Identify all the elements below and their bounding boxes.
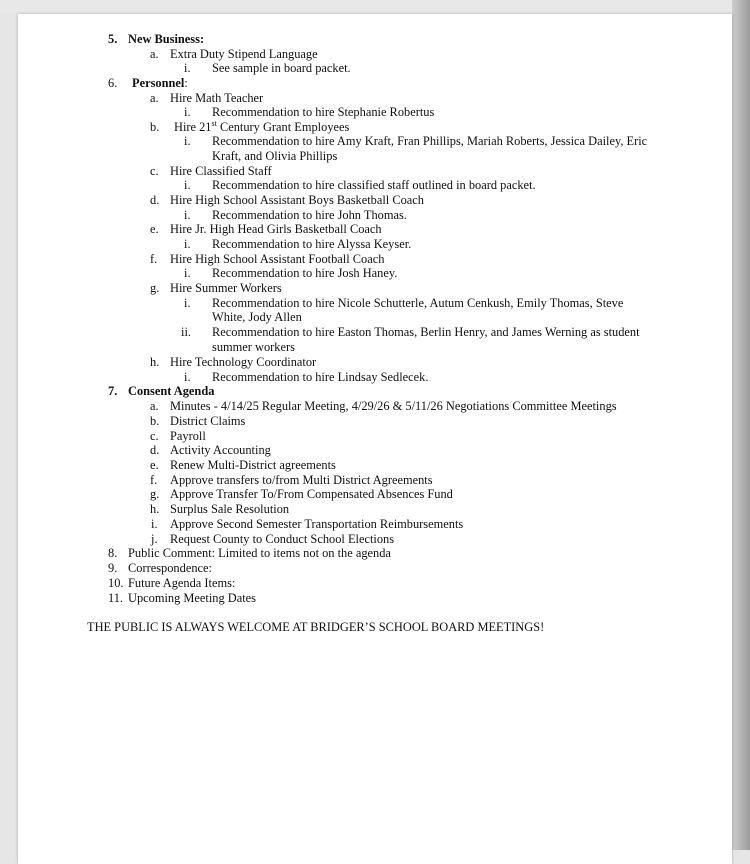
consent-item-letter: g. <box>150 487 160 501</box>
consent-item-text: Approve Second Semester Transportation Reimbursements <box>170 517 464 531</box>
item-text: Hire Classified Staff <box>170 164 272 178</box>
item-text: Hire Math Teacher <box>170 91 264 105</box>
item-letter: e. <box>150 222 159 236</box>
section-10-text: Future Agenda Items: <box>128 576 236 590</box>
subitem-numeral: i. <box>184 296 191 310</box>
subitem-text: Recommendation to hire Amy Kraft, Fran Phillips, Mariah Roberts, Jessica Dailey, Eric <box>212 134 648 148</box>
item-text: Hire Summer Workers <box>170 281 282 295</box>
subitem-numeral: i. <box>184 208 191 222</box>
item-text: Hire High School Assistant Boys Basketball Coach <box>170 193 424 207</box>
section-11-number: 11. <box>108 591 124 605</box>
subitem-text-continued: White, Jody Allen <box>212 310 302 324</box>
section-8-number: 8. <box>108 546 118 560</box>
item-letter: a. <box>150 91 159 105</box>
section-8-text: Public Comment: Limited to items not on the agenda <box>128 546 391 560</box>
section-5-number: 5. <box>108 32 118 46</box>
section-10-number: 10. <box>108 576 124 590</box>
consent-item-letter: c. <box>150 429 159 443</box>
consent-item-letter: a. <box>150 399 159 413</box>
subitem-numeral: i. <box>184 61 191 75</box>
consent-item-text: Surplus Sale Resolution <box>170 502 290 516</box>
section-9-number: 9. <box>108 561 118 575</box>
subitem-text: Recommendation to hire classified staff outlined in board packet. <box>212 178 536 192</box>
consent-item-letter: i. <box>151 517 158 531</box>
item-letter: d. <box>150 193 160 207</box>
consent-item-text: Request County to Conduct School Elections <box>170 532 395 546</box>
subitem-numeral: ii. <box>181 325 191 339</box>
item-text: Hire Technology Coordinator <box>170 355 317 369</box>
item-letter: f. <box>150 252 158 266</box>
subitem-numeral: i. <box>184 370 191 384</box>
subitem-numeral: i. <box>184 105 191 119</box>
subitem-text: Recommendation to hire Nicole Schutterle, Autum Cenkush, Emily Thomas, Steve <box>212 296 624 310</box>
background <box>0 0 750 14</box>
consent-item-text: Activity Accounting <box>170 443 271 457</box>
consent-item-text: Renew Multi-District agreements <box>170 458 336 472</box>
consent-item-letter: h. <box>150 502 160 516</box>
item-letter: g. <box>150 281 160 295</box>
subitem-numeral: i. <box>184 237 191 251</box>
section-6-number: 6. <box>108 76 118 90</box>
subitem-numeral: i. <box>184 178 191 192</box>
subitem-text-continued: summer workers <box>212 340 295 354</box>
subitem-text: Recommendation to hire Stephanie Robertus <box>212 105 435 119</box>
item-text: Hire High School Assistant Football Coach <box>170 252 385 266</box>
item-text: Hire 21st Century Grant Employees <box>174 118 350 134</box>
item-letter: b. <box>150 120 160 134</box>
subitem-text-continued: Kraft, and Olivia Phillips <box>212 149 338 163</box>
consent-item-text: Approve transfers to/from Multi District Agreements <box>170 473 433 487</box>
item-text: Extra Duty Stipend Language <box>170 47 318 61</box>
section-11-text: Upcoming Meeting Dates <box>128 591 257 605</box>
consent-item-letter: d. <box>150 443 160 457</box>
subitem-text: Recommendation to hire Alyssa Keyser. <box>212 237 412 251</box>
section-7-number: 7. <box>108 384 118 398</box>
consent-item-letter: b. <box>150 414 160 428</box>
page-edge-shadow <box>732 0 750 850</box>
consent-item-letter: f. <box>150 473 158 487</box>
section-6-title: Personnel: <box>132 76 188 90</box>
subitem-text: Recommendation to hire John Thomas. <box>212 208 407 222</box>
consent-item-letter: j. <box>151 532 158 546</box>
public-welcome-statement: THE PUBLIC IS ALWAYS WELCOME AT BRIDGER’S SCHOOL BOARD MEETINGS! <box>87 620 545 634</box>
item-letter: a. <box>150 47 159 61</box>
document-page <box>18 14 732 864</box>
item-letter: h. <box>150 355 160 369</box>
section-7-title: Consent Agenda <box>128 384 215 398</box>
item-letter: c. <box>150 164 159 178</box>
item-text: Hire Jr. High Head Girls Basketball Coach <box>170 222 382 236</box>
consent-item-text: District Claims <box>170 414 246 428</box>
section-9-text: Correspondence: <box>128 561 212 575</box>
consent-item-text: Minutes - 4/14/25 Regular Meeting, 4/29/26 & 5/11/26 Negotiations Committee Meetings <box>170 399 617 413</box>
consent-item-letter: e. <box>150 458 159 472</box>
consent-item-text: Payroll <box>170 429 206 443</box>
subitem-text: See sample in board packet. <box>212 61 351 75</box>
subitem-text: Recommendation to hire Easton Thomas, Berlin Henry, and James Werning as student <box>212 325 640 339</box>
section-5-title: New Business: <box>128 32 205 46</box>
subitem-text: Recommendation to hire Josh Haney. <box>212 266 398 280</box>
subitem-numeral: i. <box>184 266 191 280</box>
subitem-numeral: i. <box>184 134 191 148</box>
consent-item-text: Approve Transfer To/From Compensated Absences Fund <box>170 487 453 501</box>
subitem-text: Recommendation to hire Lindsay Sedlecek. <box>212 370 429 384</box>
